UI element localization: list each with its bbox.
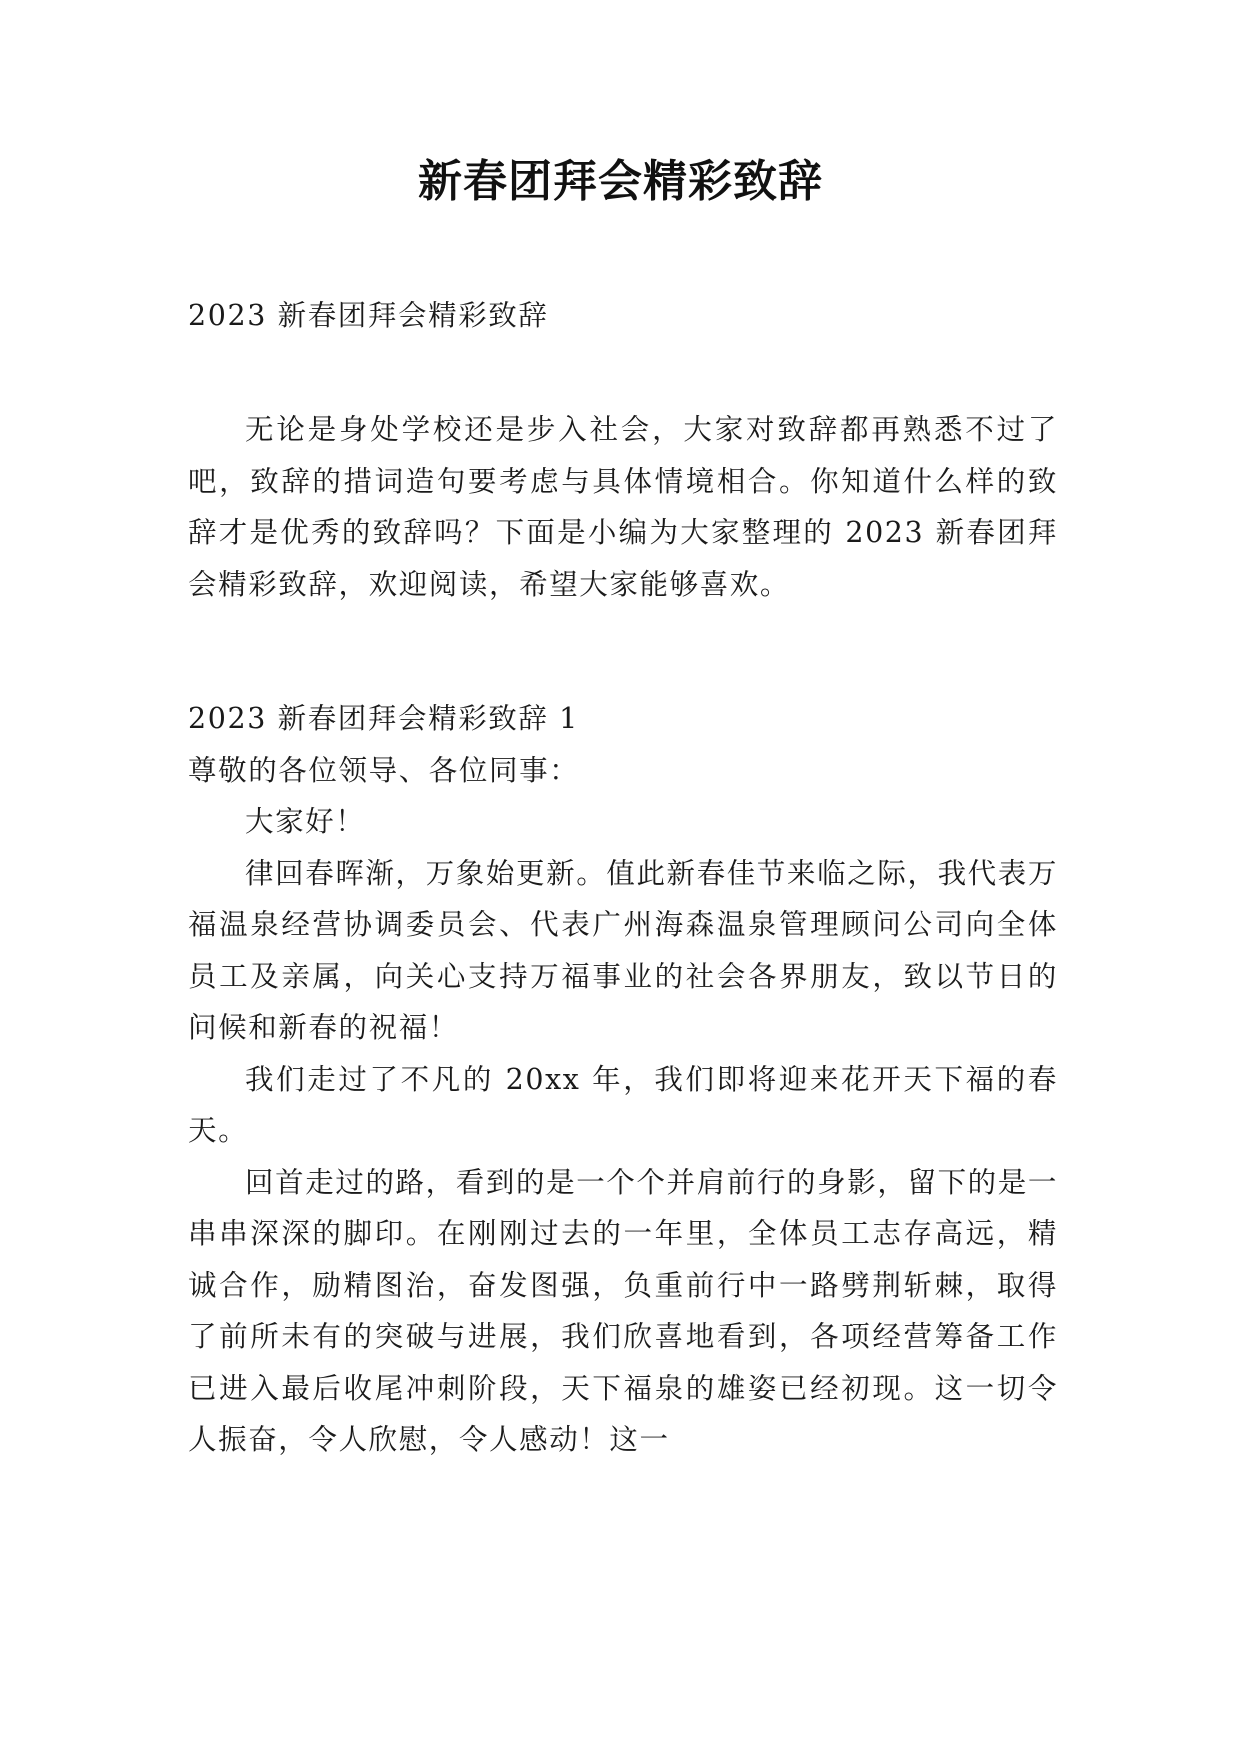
document-subtitle: 2023 新春团拜会精彩致辞 [188, 299, 549, 332]
speech-section [188, 693, 1058, 1466]
speech-paragraph: 大家好！ [245, 805, 366, 838]
intro-section [188, 404, 1058, 610]
document-title: 新春团拜会精彩致辞 [418, 156, 823, 207]
intro-paragraph: 无论是身处学校还是步入社会，大家对致辞都再熟悉不过了吧，致辞的措词造句要考虑与具体情境相合。你知道什么样的致辞才是优秀的致辞吗？下面是小编为大家整理的 2023 新春团拜会精彩致辞，欢迎阅读，希望大家能够喜欢。 [188, 413, 1058, 601]
salutation: 尊敬的各位领导、各位同事： [188, 753, 580, 787]
speech-paragraph: 我们走过了不凡的 20xx 年，我们即将迎来花开天下福的春天。 [188, 1062, 1058, 1147]
speech-paragraph: 律回春晖渐，万象始更新。值此新春佳节来临之际，我代表万福温泉经营协调委员会、代表广州海森温泉管理顾问公司向全体员工及亲属，向关心支持万福事业的社会各界朋友，致以节日的问候和新春的祝福！ [188, 856, 1058, 1044]
speech-paragraph: 回首走过的路，看到的是一个个并肩前行的身影，留下的是一串串深深的脚印。在刚刚过去的一年里，全体员工志存高远，精诚合作，励精图治，奋发图强，负重前行中一路劈荆斩棘，取得了前所未有的突破与进展，我们欣喜地看到，各项经营筹备工作已进入最后收尾冲刺阶段，天下福泉的雄姿已经初现。这一切令人振奋，令人欣慰，令人感动！这一 [188, 1165, 1058, 1456]
section-heading: 2023 新春团拜会精彩致辞 1 [188, 702, 579, 735]
